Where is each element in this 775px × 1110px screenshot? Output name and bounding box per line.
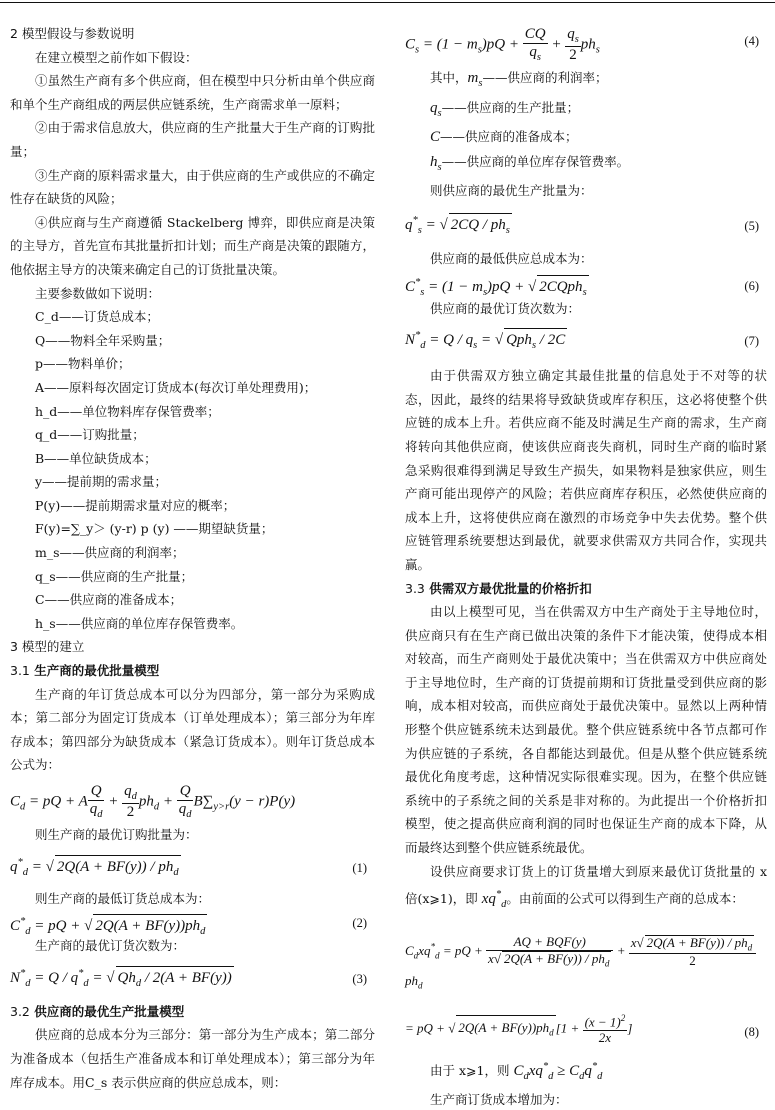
section-3-2-heading: 3.2 供应商的最优生产批量模型 xyxy=(10,1003,185,1019)
param-item: m_s——供应商的利润率； xyxy=(35,545,185,561)
left-column xyxy=(10,22,375,1094)
assumption-4: ④供应商与生产商遵循 Stackelberg 博弈，即供应商是决策的主导方，首先宣布其批量折扣计划；而生产商是决策的跟随方，他依据主导方的决策来确定自己的订货批量决策。 xyxy=(10,214,375,277)
param-item: C_d——订货总成本； xyxy=(35,309,159,325)
section-3-heading: 3 模型的建立 xyxy=(10,639,85,655)
equation-total-cost: $C_d$ = pQ + A $\frac{Q}{q_d}$ + $\frac{q_d}{2}$ $ph_d$ + $\frac{Q}{q_d}$ $B\sum_{y>r}(y - r)P(y)$ xyxy=(10,783,296,821)
equation-6: $C^*_s = (1 - m_s)pQ$ + √ 2CQph$_s$ (6) xyxy=(405,271,767,297)
supplier-optimal-times-intro: 供应商的最优订货次数为： xyxy=(430,300,581,316)
top-rule xyxy=(0,2,775,3)
equation-1: $q^*_d$ = √ $2Q(A + BF(y)) / ph_d$ (1) xyxy=(10,847,375,887)
params-intro: 主要参数做如下说明： xyxy=(35,285,161,301)
optimal-times-intro: 生产商的最优订货次数为： xyxy=(35,938,186,954)
param-item: h_d——单位物料库存保管费率； xyxy=(35,403,220,419)
equation-number: (6) xyxy=(744,278,759,293)
section-3-3-paragraph: 由以上模型可见，当在供需双方中生产商处于主导地位时，供应商只有在生产商已做出决策的条件下才能决策，使得成本相对较高，而生产商则处于最优决策中；当在供需双方中供应商处于主导地位时，生产商的订货提前期和订货批量受到供应商的影响，成本相对较高，而供应商处于最优决策中。显然以上两种情形整个供应链系统未达到最优。整个供应链系统中各节点都可作为供应链的子系统，各自都能达到最优。但是从整个供应链系统最优化角度考虑，这种情况实际很难实现。因为，在整个供应链系统中的子系统之间的关系是非对称的。为此提出一个价格折扣模型，使之提高供应商利润的同时也保证生产商的成本下降，从而最终达到整个供应链系统最优。 xyxy=(405,604,767,856)
where-c: C——供应商的准备成本； xyxy=(430,129,578,146)
where-hs: $h_s——$供应商的单位库存保管费率。 xyxy=(430,153,630,173)
param-item: P(y)——提前期需求量对应的概率； xyxy=(35,497,236,513)
section-3-1-heading: 3.1 生产商的最优批量模型 xyxy=(10,663,160,679)
equation-2: $C^*_d$ = pQ + √ $2Q(A + BF(y))ph_d$ (2) xyxy=(10,910,375,934)
equation-number: (3) xyxy=(352,971,367,986)
section-2-heading: 2 模型假设与参数说明 xyxy=(10,26,135,41)
equation-number: (1) xyxy=(352,860,367,875)
param-item: h_s——供应商的单位库存保管费率。 xyxy=(35,615,244,631)
assumption-intro: 在建立模型之前作如下假设： xyxy=(35,49,198,65)
section-3-1-paragraph: 生产商的年订货总成本可以分为四部分，第一部分为采购成本；第二部分为固定订货成本（订单处理成本）；第三部分为年库存成本；第四部分为缺货成本（紧急订货成本）。则年订货总成本公式为： xyxy=(10,686,375,773)
param-item: q_s——供应商的生产批量； xyxy=(35,568,194,584)
equation-number: (7) xyxy=(744,334,759,349)
param-item: p——物料单价； xyxy=(35,356,131,372)
right-column xyxy=(405,26,767,1110)
assumption-1: ①虽然生产商有多个供应商，但在模型中只分析由单个供应商和单个生产商组成的两层供应链系统，生产商需求单一原料； xyxy=(10,73,375,112)
equation-4: $C_s = (1 - m_s)pQ$ + $\frac{CQ}{q_s}$ + $\frac{q_s}{2}$ $ph_s$ (4) xyxy=(405,26,759,64)
param-item: Q——物料全年采购量； xyxy=(35,332,171,348)
equation-number: (2) xyxy=(352,916,367,931)
equation-7: $N^*_d = Q / q_s$ = √ Qph$_s$ / 2C (7) xyxy=(405,320,767,364)
param-item: y——提前期的需求量； xyxy=(35,474,168,490)
increase-line: 生产商订货成本增加为： xyxy=(430,1092,568,1108)
equation-total-cost-x: $C_dxq^*_d$ = pQ + $\frac{\text{AQ + BQF(y)}}{x√ 2Q(A + BF(y)) / ph_d}$ + $\frac{x√ 2Q(A + BF(y)) / ph_d}{2}$ $ph_d$ xyxy=(405,917,767,1009)
min-cost-intro: 则生产商的最低订货总成本为： xyxy=(35,890,211,906)
where-ms: 其中，$m_s——$供应商的利润率； xyxy=(430,70,608,89)
equation-number: (5) xyxy=(744,218,759,233)
equation-3: $N^*_d = Q / q^*_d$ = √ $Qh_d / 2(A + BF(y))$ (3) xyxy=(10,958,375,1000)
equation-5: $q^*_s$ = √ $2CQ / ph_s$ (5) xyxy=(405,203,767,247)
equation-8: = pQ + √ $2Q(A + BF(y))ph_d$ [1 + $\frac{(x - 1)^2}{2x}$ ] (8) xyxy=(405,1012,759,1046)
since-line: 由于 x⩾1，则 $C_dxq^*_d \ge C_dq^*_d$ xyxy=(430,1060,603,1082)
equation-number: (8) xyxy=(744,1024,759,1039)
equation-number: (4) xyxy=(744,34,759,48)
assumption-2: ②由于需求信息放大，供应商的生产批量大于生产商的订购批量； xyxy=(10,120,375,159)
param-item: C——供应商的准备成本； xyxy=(35,592,183,608)
param-item: q_d——订购批量； xyxy=(35,427,145,443)
param-item: F(y)=∑_y＞ (y-r) p (y) ——期望缺货量； xyxy=(35,521,274,537)
optimal-quantity-intro: 则生产商的最优订购批量为： xyxy=(35,827,198,842)
param-item: B——单位缺货成本； xyxy=(35,450,157,466)
asymmetry-paragraph: 由于供需双方独立确定其最佳批量的信息处于不对等的状态，因此，最终的结果将导致缺货或库存积压，这必将使整个供应链的成本上升。若供应商不能及时满足生产商的需求，生产商将转向其他供应商，使该供应商丧失商机，同时生产商的临时紧急采购很难得到满足导致生产损失，如果物料是独家供应，则生产商可能出现停产的风险；若供应商库存积压，必然使供应商的成本上升，这将使供应商在激烈的市场竞争中失去优势。整个供应链管理系统要想达到最优，就要求供需双方共同合作，实现共赢。 xyxy=(405,368,767,572)
assumption-3: ③生产商的原料需求量大，由于供应商的生产或供应的不确定性存在缺货的风险； xyxy=(10,167,375,207)
discount-setup-paragraph: 设供应商要求订货上的订货量增大到原来最优订货批量的 x 倍(x⩾1)，即 $xq^*_d$。由前面的公式可以得到生产商的总成本： xyxy=(405,863,767,911)
param-item: A——原料每次固定订货成本(每次订单处理费用)； xyxy=(35,379,317,395)
min-supply-cost-intro: 供应商的最低供应总成本为： xyxy=(430,250,593,266)
section-3-3-heading: 3.3 供需双方最优批量的价格折扣 xyxy=(405,580,592,596)
where-qs: $q_s——$供应商的生产批量； xyxy=(430,99,580,119)
param-list xyxy=(10,305,375,635)
optimal-production-intro: 则供应商的最优生产批量为： xyxy=(430,183,593,199)
section-3-2-paragraph: 供应商的总成本分为三部分：第一部分为生产成本；第二部分为准备成本（包括生产准备成本和订单处理成本）；第三部分为年库存成本。用C_s 表示供应商的供应总成本，则： xyxy=(10,1027,375,1090)
